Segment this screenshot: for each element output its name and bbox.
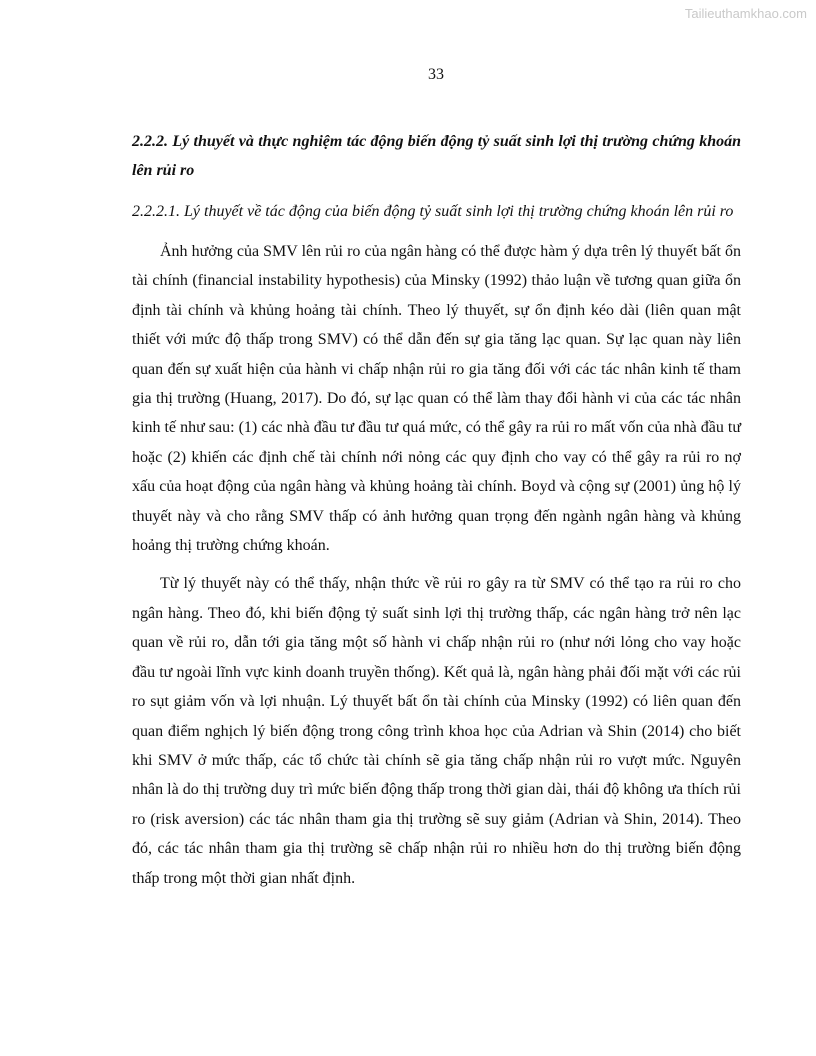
document-body <box>132 127 741 902</box>
paragraph: Ảnh hưởng của SMV lên rủi ro của ngân hàng có thể được hàm ý dựa trên lý thuyết bất ổn tài chính (financial instability hypothesis) của Minsky (1992) thảo luận về tương quan giữa ổn định tài chính và khủng hoảng tài chính. Theo lý thuyết, sự ổn định kéo dài (liên quan mật thiết với mức độ thấp trong SMV) có thể dẫn đến sự gia tăng lạc quan. Sự lạc quan này liên quan đến sự xuất hiện của hành vi chấp nhận rủi ro gia tăng đối với các tác nhân kinh tế tham gia thị trường (Huang, 2017). Do đó, sự lạc quan có thể làm thay đổi hành vi của các tác nhân kinh tế như sau: (1) các nhà đầu tư đầu tư quá mức, có thể gây ra rủi ro mất vốn của nhà đầu tư hoặc (2) khiến các định chế tài chính nới nỏng các quy định cho vay có thể gây ra rủi ro nợ xấu của hoạt động của ngân hàng và khủng hoảng tài chính. Boyd và cộng sự (2001) ủng hộ lý thuyết này và cho rằng SMV thấp có ảnh hưởng quan trọng đến ngành ngân hàng và khủng hoảng thị trường chứng khoán. <box>132 243 741 555</box>
paragraph: Từ lý thuyết này có thể thấy, nhận thức về rủi ro gây ra từ SMV có thể tạo ra rủi ro cho ngân hàng. Theo đó, khi biến động tỷ suất sinh lợi thị trường thấp, các ngân hàng trở nên lạc quan về rủi ro, dẫn tới gia tăng một số hành vi chấp nhận rủi ro (như nới lỏng cho vay hoặc đầu tư ngoài lĩnh vực kinh doanh truyền thống). Kết quả là, ngân hàng phải đối mặt với các rủi ro sụt giảm vốn và lợi nhuận. Lý thuyết bất ổn tài chính của Minsky (1992) có liên quan đến quan điểm nghịch lý biến động trong công trình khoa học của Adrian và Shin (2014) cho biết khi SMV ở mức thấp, các tổ chức tài chính sẽ gia tăng chấp nhận rủi ro vượt mức. Nguyên nhân là do thị trường duy trì mức biến động thấp trong thời gian dài, thái độ không ưa thích rủi ro (risk aversion) các tác nhân tham gia thị trường sẽ suy giảm (Adrian và Shin, 2014). Theo đó, các tác nhân tham gia thị trường sẽ chấp nhận rủi ro nhiều hơn do thị trường biến động thấp trong một thời gian nhất định. <box>132 575 741 887</box>
page-number: 33 <box>428 66 444 83</box>
watermark: Tailieuthamkhao.com <box>684 6 807 21</box>
subsection-heading: 2.2.2.1. Lý thuyết về tác động của biến động tỷ suất sinh lợi thị trường chứng khoán lên rủi ro <box>132 203 734 220</box>
section-heading: 2.2.2. Lý thuyết và thực nghiệm tác động biến động tỷ suất sinh lợi thị trường chứng khoán lên rủi ro <box>132 133 741 179</box>
